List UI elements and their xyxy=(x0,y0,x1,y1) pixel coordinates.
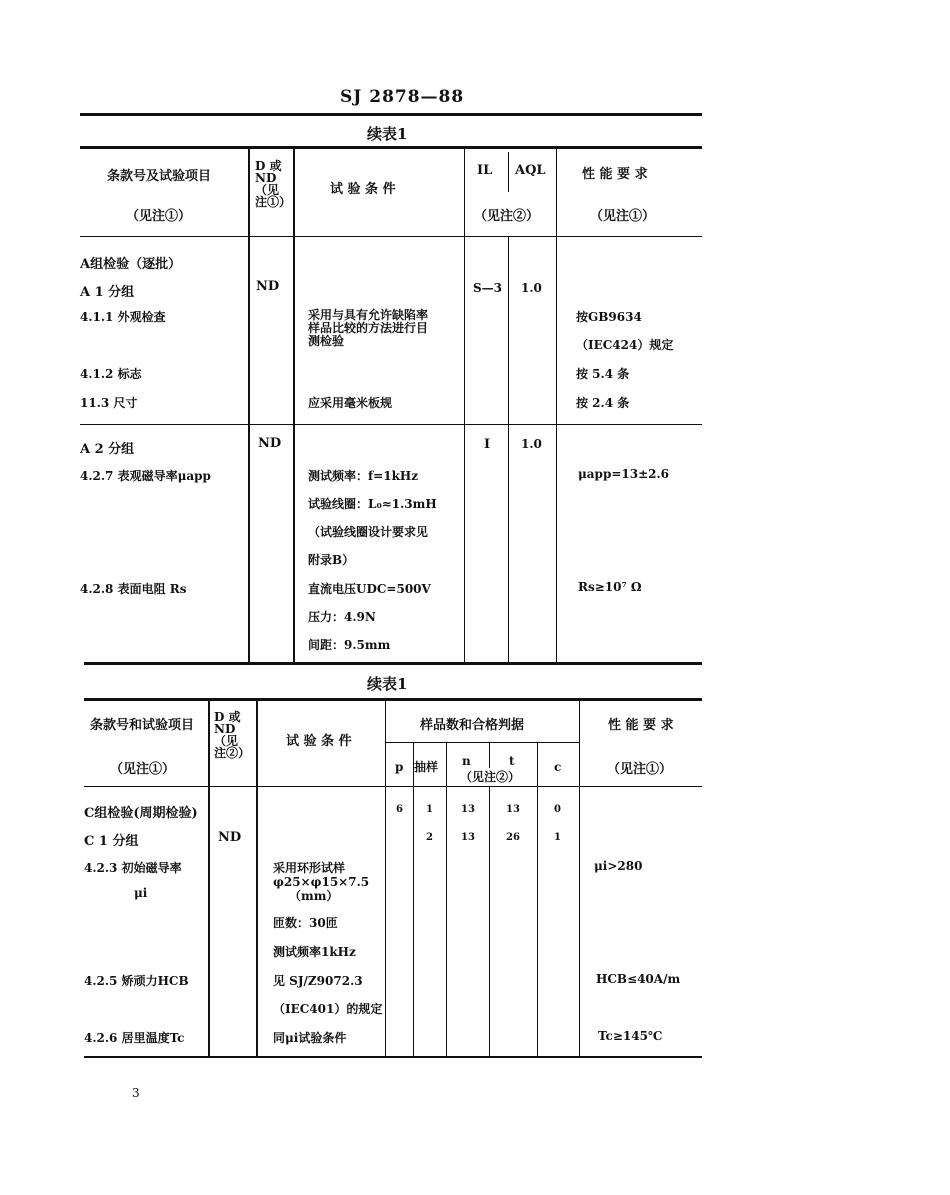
table2-top-rule xyxy=(84,698,702,701)
t1-a2-il: I xyxy=(484,437,491,452)
t2-col-line xyxy=(579,698,580,1056)
t1-col-line xyxy=(556,146,557,662)
t1-item-4-2-7: 4.2.7 表观磁导率μapp xyxy=(80,469,211,483)
t2-col-line xyxy=(413,742,414,1056)
t2-c-sampling-2: 2 xyxy=(426,832,433,843)
page-number: 3 xyxy=(132,1086,140,1100)
t1-header-d: D 或 ND （见 注①） xyxy=(255,159,292,209)
t2-header-performance: 性 能 要 求 xyxy=(608,718,674,733)
t1-il-aql-divider xyxy=(508,152,509,192)
t2-header-performance-note: （见注①） xyxy=(607,762,673,777)
t1-header-rule xyxy=(80,236,702,237)
t2-header-sampling: 抽样 xyxy=(414,760,439,774)
t2-cond-4-2-3: 采用环形试样 φ25×φ15×7.5 （mm） xyxy=(273,861,370,903)
t2-c-n-1: 13 xyxy=(461,804,475,815)
t1-perf-4-1-1-b: （IEC424）规定 xyxy=(576,338,674,352)
t2-item-4-2-3-symbol: μi xyxy=(134,886,148,900)
t1-cond-4-2-7-a: 测试频率：f=1kHz xyxy=(308,469,419,483)
t2-c-c-2: 1 xyxy=(554,832,561,843)
t2-header-nt-note: （见注②） xyxy=(460,770,521,784)
t1-a1-aql: 1.0 xyxy=(521,281,542,295)
t2-col-line xyxy=(446,742,447,1056)
t2-c1-label: C 1 分组 xyxy=(84,834,139,849)
t1-header-il: IL xyxy=(477,163,493,178)
t1-header-clause-note: （见注①） xyxy=(126,209,192,224)
t2-item-4-2-6: 4.2.6 居里温度Tc xyxy=(84,1031,185,1045)
table1-caption: 续表1 xyxy=(367,125,408,143)
t2-subheader-rule xyxy=(385,742,579,743)
t2-col-line xyxy=(256,698,258,1056)
t1-item-4-2-8: 4.2.8 表面电阻 Rs xyxy=(80,582,187,596)
t2-col-line xyxy=(537,742,538,1056)
t2-perf-4-2-5: HCB≤40A/m xyxy=(596,972,681,986)
t2-cond-4-2-5-a: 见 SJ/Z9072.3 xyxy=(273,974,363,988)
t1-perf-11-3: 按 2.4 条 xyxy=(576,396,630,410)
header-rule xyxy=(80,113,702,116)
t1-item-11-3: 11.3 尺寸 xyxy=(80,396,138,410)
t2-item-4-2-5: 4.2.5 矫顽力HCB xyxy=(84,974,189,988)
t1-cond-4-2-8-a: 直流电压UDC=500V xyxy=(308,582,431,596)
t2-header-n: n xyxy=(462,754,471,768)
t1-col-line xyxy=(508,236,509,662)
t1-header-performance-note: （见注①） xyxy=(590,209,656,224)
t2-c-c-1: 0 xyxy=(554,804,561,815)
t2-c-t-1: 13 xyxy=(506,804,520,815)
table1-bottom-rule xyxy=(84,662,702,665)
t1-header-clause: 条款号及试验项目 xyxy=(107,169,212,184)
t2-group-c: C组检验(周期检验) xyxy=(84,806,198,821)
t2-header-p: p xyxy=(395,760,404,774)
t1-a1-d: ND xyxy=(256,279,280,294)
t1-cond-11-3: 应采用毫米板规 xyxy=(308,396,393,410)
t1-cond-4-2-7-b: 试验线圈：L₀≈1.3mH xyxy=(308,497,437,511)
t1-header-il-aql-note: （见注②） xyxy=(474,209,540,224)
t1-a2-d: ND xyxy=(258,436,282,451)
t1-a1-il: S—3 xyxy=(473,281,503,295)
t2-item-4-2-3: 4.2.3 初始磁导率 xyxy=(84,861,182,875)
t1-header-performance: 性 能 要 求 xyxy=(582,167,648,182)
t1-header-aql: AQL xyxy=(515,163,546,178)
t1-perf-4-1-2: 按 5.4 条 xyxy=(576,367,630,381)
t1-a1-label: A 1 分组 xyxy=(80,285,135,300)
t1-cond-4-2-8-c: 间距：9.5mm xyxy=(308,638,391,652)
t2-cond-4-2-6: 同μi试验条件 xyxy=(273,1031,347,1045)
t2-cond-4-2-3-turns: 匝数：30匝 xyxy=(273,916,338,930)
t2-c-p: 6 xyxy=(396,804,403,815)
t2-perf-4-2-3: μi>280 xyxy=(594,859,643,873)
t2-col-line xyxy=(385,698,386,1056)
t1-item-4-1-2: 4.1.2 标志 xyxy=(80,367,142,381)
t2-perf-4-2-6: Tc≥145℃ xyxy=(598,1029,663,1043)
t1-a2-aql: 1.0 xyxy=(521,437,542,451)
t1-col-line xyxy=(293,146,295,662)
t1-perf-4-2-8: Rs≥10⁷ Ω xyxy=(578,580,642,594)
t2-c1-d: ND xyxy=(218,830,242,845)
t2-col-line xyxy=(208,698,210,1056)
t2-c-n-2: 13 xyxy=(461,832,475,843)
table1-top-rule xyxy=(80,146,702,149)
table2-caption: 续表1 xyxy=(367,675,408,693)
t1-item-4-1-1: 4.1.1 外观检查 xyxy=(80,310,166,324)
t1-perf-4-2-7: μapp=13±2.6 xyxy=(578,467,670,481)
t1-group-a: A组检验（逐批） xyxy=(80,257,182,272)
t2-header-c: c xyxy=(554,760,562,774)
t2-header-sample-group: 样品数和合格判据 xyxy=(420,718,525,733)
t1-cond-4-2-7-d: 附录B） xyxy=(308,553,355,567)
t2-header-d: D 或 ND （见 注②） xyxy=(214,710,251,760)
t1-cond-4-2-8-b: 压力：4.9N xyxy=(308,610,376,624)
t2-header-t: t xyxy=(509,754,515,768)
t1-cond-4-1-1: 采用与具有允许缺陷率 样品比较的方法进行目 测检验 xyxy=(308,308,429,348)
t2-header-clause-note: （见注①） xyxy=(110,762,176,777)
t1-header-conditions: 试 验 条 件 xyxy=(330,182,396,197)
t1-group-divider xyxy=(80,424,702,425)
t2-header-conditions: 试 验 条 件 xyxy=(286,734,352,749)
t2-header-rule xyxy=(84,786,702,787)
t2-col-line-nt-top xyxy=(489,742,490,768)
table2-bottom-rule xyxy=(84,1056,702,1058)
t2-cond-4-2-5-b: （IEC401）的规定 xyxy=(273,1002,383,1016)
t2-c-sampling-1: 1 xyxy=(426,804,433,815)
t1-perf-4-1-1-a: 按GB9634 xyxy=(576,310,642,324)
t2-cond-4-2-3-frequency: 测试频率1kHz xyxy=(273,945,356,959)
standard-number: SJ 2878—88 xyxy=(340,87,465,107)
t2-header-clause: 条款号和试验项目 xyxy=(90,718,195,733)
t2-col-line xyxy=(489,786,490,1056)
t1-col-line xyxy=(248,146,250,662)
t1-col-line xyxy=(464,146,465,662)
t2-c-t-2: 26 xyxy=(506,832,520,843)
t1-a2-label: A 2 分组 xyxy=(80,442,135,457)
t1-cond-4-2-7-c: （试验线圈设计要求见 xyxy=(308,525,429,539)
